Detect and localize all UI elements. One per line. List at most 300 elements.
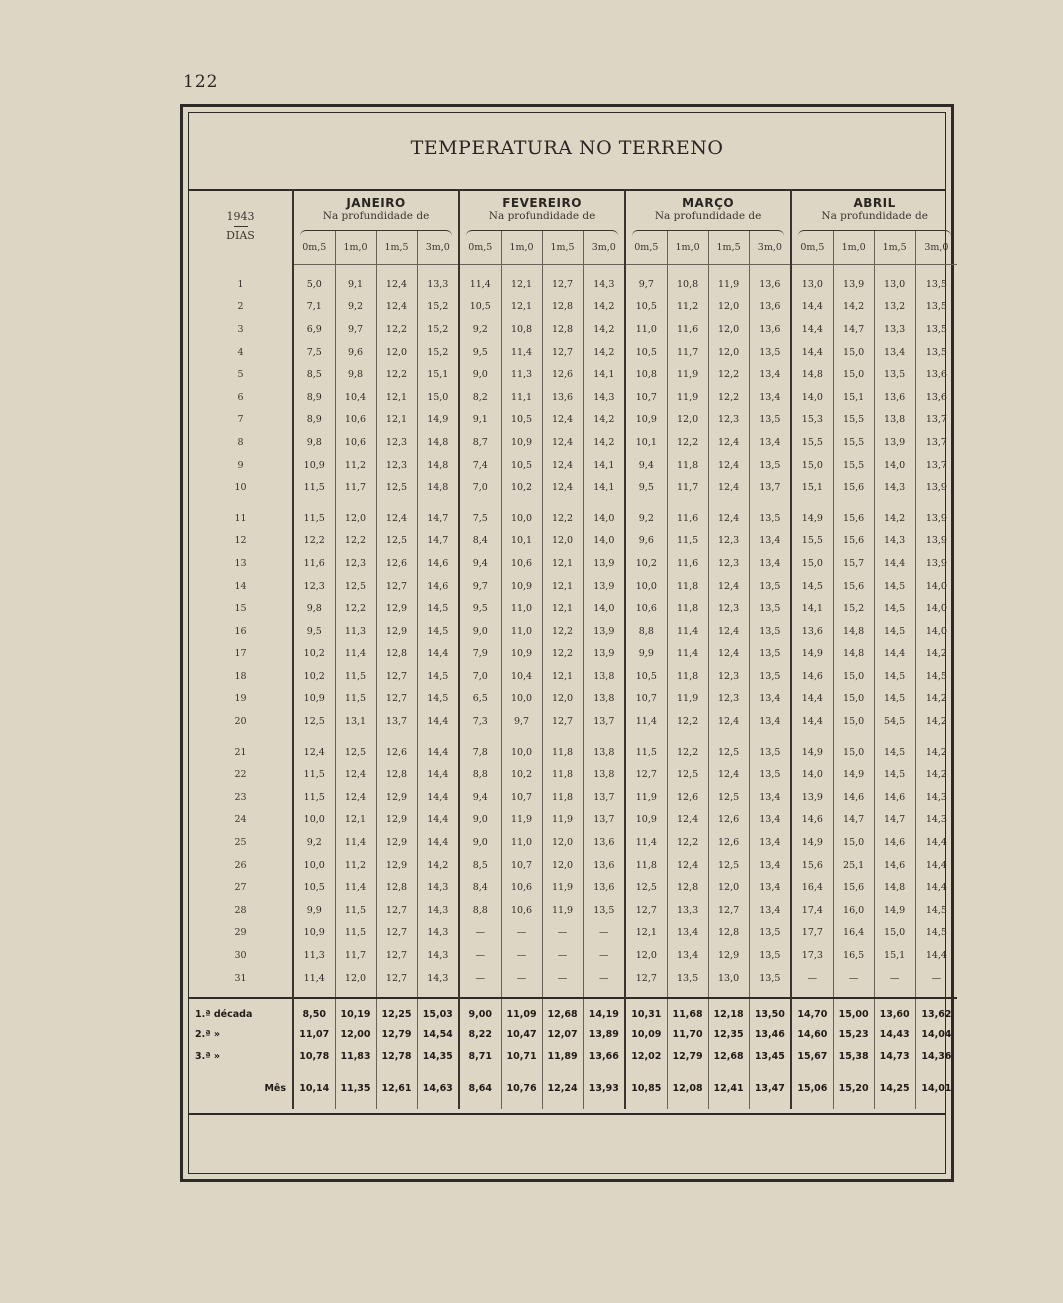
value-cell: 12,4	[667, 854, 708, 877]
value-cell: 12,2	[376, 318, 417, 341]
table-row	[189, 454, 957, 477]
value-cell: 12,3	[376, 454, 417, 477]
value-cell: 9,6	[625, 530, 667, 553]
value-cell: 11,9	[708, 273, 749, 296]
day-cell: 20	[234, 716, 247, 728]
dias-header	[189, 189, 293, 265]
value-cell: 15,0	[833, 710, 874, 733]
table-row	[189, 620, 957, 643]
value-cell: 16,0	[833, 899, 874, 922]
value-cell: 10,2	[293, 665, 335, 688]
day-cell: 29	[234, 927, 247, 939]
value-cell: 7,8	[459, 741, 501, 764]
value-cell: 11,5	[625, 741, 667, 764]
value-cell: 6,5	[459, 688, 501, 711]
value-cell: 12,7	[376, 575, 417, 598]
summary-value-cell: 14,54	[417, 1023, 459, 1045]
value-cell: 10,9	[501, 431, 542, 454]
value-cell: 14,4	[915, 944, 957, 967]
value-cell: —	[833, 967, 874, 990]
value-cell: 13,6	[915, 386, 957, 409]
value-cell: 9,2	[335, 296, 376, 319]
summary-value-cell: 14,35	[417, 1045, 459, 1067]
value-cell: 12,4	[708, 710, 749, 733]
value-cell: 14,0	[915, 620, 957, 643]
day-cell: 24	[234, 814, 247, 826]
summary-row	[189, 1045, 957, 1067]
value-cell: 11,4	[667, 620, 708, 643]
value-cell: 12,2	[293, 530, 335, 553]
value-cell: 14,5	[417, 620, 459, 643]
value-cell: 14,9	[417, 409, 459, 432]
value-cell: 12,7	[625, 899, 667, 922]
depth-header: 0m,5	[293, 230, 335, 265]
summary-value-cell: 11,35	[335, 1077, 376, 1099]
value-cell: 14,5	[915, 665, 957, 688]
summary-value-cell: 11,07	[293, 1023, 335, 1045]
summary-label: 3.ª »	[195, 1050, 221, 1062]
value-cell: 11,5	[293, 476, 335, 499]
value-cell: 12,7	[542, 273, 583, 296]
value-cell: 11,8	[667, 454, 708, 477]
value-cell: 12,5	[667, 763, 708, 786]
value-cell: 12,0	[708, 876, 749, 899]
value-cell: 15,5	[791, 530, 833, 553]
value-cell: 10,1	[625, 431, 667, 454]
day-cell: 5	[237, 369, 244, 381]
value-cell: 15,2	[417, 296, 459, 319]
summary-value-cell: 12,61	[376, 1077, 417, 1099]
table-row	[189, 507, 957, 530]
summary-label: 1.ª década	[189, 998, 293, 1023]
value-cell: 11,9	[667, 386, 708, 409]
value-cell: 13,7	[376, 710, 417, 733]
value-cell: 8,7	[459, 431, 501, 454]
depth-header: 3m,0	[583, 230, 625, 265]
value-cell: 13,0	[791, 273, 833, 296]
value-cell: 12,4	[708, 431, 749, 454]
value-cell: 14,6	[791, 665, 833, 688]
day-cell: 30	[234, 950, 247, 962]
value-cell: 13,7	[749, 476, 791, 499]
table-row	[189, 967, 957, 990]
value-cell: 10,6	[501, 552, 542, 575]
value-cell: 12,2	[667, 741, 708, 764]
value-cell: 14,4	[791, 318, 833, 341]
value-cell: 10,9	[501, 575, 542, 598]
day-cell: 23	[234, 791, 247, 803]
value-cell: 13,5	[749, 967, 791, 990]
value-cell: 13,7	[583, 809, 625, 832]
value-cell: 8,4	[459, 530, 501, 553]
table-row	[189, 476, 957, 499]
depth-header: 1m,5	[708, 230, 749, 265]
value-cell: 15,0	[833, 831, 874, 854]
value-cell: 8,8	[459, 763, 501, 786]
value-cell: 13,8	[874, 409, 915, 432]
day-cell: 9	[237, 459, 244, 471]
value-cell: 13,5	[749, 454, 791, 477]
day-cell: 11	[234, 512, 247, 524]
value-cell: 13,9	[915, 530, 957, 553]
value-cell: 11,8	[625, 854, 667, 877]
table-row	[189, 431, 957, 454]
summary-value-cell: 10,14	[293, 1077, 335, 1099]
value-cell: 13,8	[583, 763, 625, 786]
value-cell: 13,3	[874, 318, 915, 341]
value-cell: 11,0	[501, 597, 542, 620]
value-cell: 10,0	[293, 809, 335, 832]
value-cell: 13,5	[915, 341, 957, 364]
value-cell: 11,0	[501, 620, 542, 643]
value-cell: 14,5	[874, 688, 915, 711]
value-cell: 11,4	[501, 341, 542, 364]
depth-subtitle-marco: Na profundidade de	[625, 210, 791, 230]
value-cell: —	[501, 967, 542, 990]
value-cell: 11,4	[335, 643, 376, 666]
day-cell: 8	[237, 436, 244, 448]
value-cell: 14,1	[791, 597, 833, 620]
value-cell: 11,9	[625, 786, 667, 809]
value-cell: 12,1	[501, 296, 542, 319]
value-cell: 13,9	[915, 476, 957, 499]
value-cell: 11,4	[667, 643, 708, 666]
table-row	[189, 809, 957, 832]
summary-label: Mês	[264, 1082, 286, 1094]
value-cell: 12,2	[708, 386, 749, 409]
value-cell: 11,6	[293, 552, 335, 575]
table-row	[189, 786, 957, 809]
value-cell: 12,3	[708, 530, 749, 553]
value-cell: 12,4	[376, 296, 417, 319]
value-cell: 12,1	[335, 809, 376, 832]
value-cell: 14,9	[874, 899, 915, 922]
value-cell: 10,2	[501, 763, 542, 786]
value-cell: 12,3	[293, 575, 335, 598]
value-cell: 12,2	[667, 431, 708, 454]
summary-value-cell: 15,23	[833, 1023, 874, 1045]
value-cell: 15,5	[833, 431, 874, 454]
value-cell: 12,7	[376, 944, 417, 967]
value-cell: 12,0	[708, 296, 749, 319]
value-cell: 11,3	[335, 620, 376, 643]
value-cell: 12,3	[335, 552, 376, 575]
value-cell: 12,6	[376, 741, 417, 764]
value-cell: 12,5	[708, 786, 749, 809]
table-row	[189, 341, 957, 364]
summary-value-cell: 11,68	[667, 998, 708, 1023]
value-cell: 13,6	[583, 876, 625, 899]
value-cell: 14,4	[874, 643, 915, 666]
value-cell: 11,7	[335, 944, 376, 967]
value-cell: 13,4	[749, 854, 791, 877]
value-cell: 13,5	[749, 620, 791, 643]
value-cell: 7,0	[459, 476, 501, 499]
value-cell: 14,2	[915, 741, 957, 764]
value-cell: 14,8	[417, 476, 459, 499]
value-cell: 15,1	[874, 944, 915, 967]
value-cell: 13,5	[749, 944, 791, 967]
table-inner-frame	[188, 112, 952, 1174]
value-cell: 11,2	[335, 854, 376, 877]
table-row	[189, 741, 957, 764]
value-cell: 13,5	[749, 763, 791, 786]
value-cell: 13,4	[749, 831, 791, 854]
day-cell: 25	[234, 837, 247, 849]
value-cell: 9,0	[459, 363, 501, 386]
value-cell: 13,4	[749, 552, 791, 575]
depth-header: 3m,0	[749, 230, 791, 265]
value-cell: 13,5	[749, 575, 791, 598]
value-cell: 14,5	[874, 665, 915, 688]
value-cell: 13,5	[915, 296, 957, 319]
value-cell: 14,3	[417, 967, 459, 990]
value-cell: 15,0	[791, 454, 833, 477]
summary-value-cell: 13,45	[749, 1045, 791, 1067]
value-cell: 14,4	[417, 786, 459, 809]
value-cell: 11,6	[667, 552, 708, 575]
value-cell: 12,8	[542, 296, 583, 319]
day-cell: 17	[234, 648, 247, 660]
value-cell: 10,8	[667, 273, 708, 296]
value-cell: 14,7	[833, 809, 874, 832]
value-cell: 9,1	[335, 273, 376, 296]
value-cell: 11,9	[542, 809, 583, 832]
value-cell: 14,8	[874, 876, 915, 899]
summary-value-cell: 10,78	[293, 1045, 335, 1067]
value-cell: 14,1	[583, 363, 625, 386]
value-cell: 14,2	[915, 643, 957, 666]
daily-values	[189, 265, 957, 999]
summary-value-cell: 10,85	[625, 1077, 667, 1099]
summary-value-cell: 10,09	[625, 1023, 667, 1045]
summary-value-cell: 15,20	[833, 1077, 874, 1099]
value-cell: 15,2	[833, 597, 874, 620]
table-row	[189, 688, 957, 711]
summary-row	[189, 998, 957, 1023]
value-cell: 14,2	[583, 431, 625, 454]
value-cell: 12,2	[376, 363, 417, 386]
value-cell: 11,3	[501, 363, 542, 386]
value-cell: 12,9	[376, 620, 417, 643]
day-cell: 18	[234, 670, 247, 682]
table-row	[189, 296, 957, 319]
value-cell: 14,4	[417, 809, 459, 832]
summary-value-cell: 14,70	[791, 998, 833, 1023]
summary-value-cell: 10,19	[335, 998, 376, 1023]
depth-header: 1m,5	[542, 230, 583, 265]
depth-header: 1m,0	[501, 230, 542, 265]
table-row	[189, 831, 957, 854]
table-row	[189, 854, 957, 877]
value-cell: 13,6	[874, 386, 915, 409]
value-cell: 10,4	[335, 386, 376, 409]
value-cell: 10,5	[501, 409, 542, 432]
page-number: 122	[183, 72, 219, 92]
value-cell: 12,0	[335, 967, 376, 990]
value-cell: 14,6	[833, 786, 874, 809]
value-cell: 12,4	[708, 643, 749, 666]
value-cell: 12,7	[542, 341, 583, 364]
summary-value-cell: 11,09	[501, 998, 542, 1023]
value-cell: 13,5	[749, 341, 791, 364]
value-cell: 17,3	[791, 944, 833, 967]
day-cell: 28	[234, 904, 247, 916]
value-cell: 13,4	[749, 386, 791, 409]
value-cell: 13,9	[915, 552, 957, 575]
value-cell: 13,4	[749, 876, 791, 899]
value-cell: 12,4	[335, 786, 376, 809]
value-cell: 14,9	[791, 643, 833, 666]
depth-header: 1m,0	[667, 230, 708, 265]
depth-header: 1m,5	[376, 230, 417, 265]
value-cell: 13,5	[749, 507, 791, 530]
value-cell: 16,4	[791, 876, 833, 899]
value-cell: 14,4	[417, 643, 459, 666]
value-cell: 7,1	[293, 296, 335, 319]
day-cell: 12	[234, 535, 247, 547]
summary-value-cell: 8,64	[459, 1077, 501, 1099]
table-title: TEMPERATURA NO TERRENO	[410, 137, 724, 159]
depth-header: 0m,5	[625, 230, 667, 265]
value-cell: 10,5	[625, 341, 667, 364]
value-cell: 10,2	[625, 552, 667, 575]
summary-value-cell: 14,43	[874, 1023, 915, 1045]
value-cell: 13,5	[915, 273, 957, 296]
value-cell: 9,1	[459, 409, 501, 432]
value-cell: 12,4	[708, 575, 749, 598]
summary-row	[189, 1077, 957, 1099]
value-cell: 14,3	[583, 386, 625, 409]
value-cell: 14,4	[417, 831, 459, 854]
value-cell: 9,9	[625, 643, 667, 666]
value-cell: 14,0	[874, 454, 915, 477]
value-cell: 14,4	[417, 741, 459, 764]
value-cell: 12,9	[376, 854, 417, 877]
value-cell: 15,6	[833, 530, 874, 553]
value-cell: 7,3	[459, 710, 501, 733]
table-row	[189, 318, 957, 341]
value-cell: 12,2	[335, 597, 376, 620]
summary-value-cell: 15,06	[791, 1077, 833, 1099]
value-cell: 15,0	[833, 341, 874, 364]
value-cell: 14,0	[791, 386, 833, 409]
value-cell: 14,4	[915, 854, 957, 877]
bottom-band	[189, 1113, 945, 1115]
summary-value-cell: 12,79	[376, 1023, 417, 1045]
value-cell: —	[501, 944, 542, 967]
summary-value-cell: 14,19	[583, 998, 625, 1023]
value-cell: 14,0	[915, 575, 957, 598]
value-cell: 14,8	[791, 363, 833, 386]
table-row	[189, 922, 957, 945]
value-cell: 13,5	[583, 899, 625, 922]
summary-value-cell: 11,89	[542, 1045, 583, 1067]
value-cell: —	[583, 944, 625, 967]
value-cell: 13,4	[749, 710, 791, 733]
value-cell: 14,8	[417, 431, 459, 454]
value-cell: 12,3	[708, 409, 749, 432]
value-cell: 11,4	[335, 876, 376, 899]
value-cell: 11,9	[667, 363, 708, 386]
value-cell: 13,1	[335, 710, 376, 733]
summary-values	[189, 998, 957, 1109]
summary-value-cell: 12,78	[376, 1045, 417, 1067]
summary-value-cell: 14,25	[874, 1077, 915, 1099]
value-cell: 12,9	[376, 831, 417, 854]
value-cell: 7,4	[459, 454, 501, 477]
value-cell: 15,1	[833, 386, 874, 409]
value-cell: 11,5	[293, 507, 335, 530]
summary-value-cell: 14,73	[874, 1045, 915, 1067]
value-cell: 12,2	[542, 620, 583, 643]
value-cell: 12,7	[376, 922, 417, 945]
value-cell: 13,7	[583, 710, 625, 733]
value-cell: 13,5	[667, 967, 708, 990]
value-cell: 13,0	[708, 967, 749, 990]
summary-value-cell: 12,25	[376, 998, 417, 1023]
summary-value-cell: 12,07	[542, 1023, 583, 1045]
value-cell: 11,7	[667, 476, 708, 499]
value-cell: 12,7	[708, 899, 749, 922]
value-cell: 10,7	[501, 786, 542, 809]
value-cell: 10,6	[501, 899, 542, 922]
value-cell: 12,4	[542, 476, 583, 499]
value-cell: 9,7	[625, 273, 667, 296]
value-cell: 9,0	[459, 620, 501, 643]
value-cell: 12,8	[708, 922, 749, 945]
value-cell: 12,9	[708, 944, 749, 967]
value-cell: 12,4	[542, 409, 583, 432]
value-cell: 13,4	[749, 431, 791, 454]
value-cell: 15,0	[833, 665, 874, 688]
value-cell: 14,5	[417, 597, 459, 620]
day-cell: 26	[234, 859, 247, 871]
value-cell: 9,0	[459, 809, 501, 832]
value-cell: 12,0	[542, 854, 583, 877]
value-cell: 15,0	[874, 922, 915, 945]
table-row	[189, 363, 957, 386]
value-cell: 11,7	[667, 341, 708, 364]
value-cell: 14,6	[874, 831, 915, 854]
value-cell: 9,2	[293, 831, 335, 854]
value-cell: 15,3	[791, 409, 833, 432]
value-cell: 13,4	[749, 786, 791, 809]
value-cell: —	[791, 967, 833, 990]
value-cell: 11,4	[459, 273, 501, 296]
value-cell: 12,6	[376, 552, 417, 575]
value-cell: —	[542, 967, 583, 990]
value-cell: 12,6	[708, 809, 749, 832]
value-cell: 11,3	[293, 944, 335, 967]
value-cell: 13,7	[915, 454, 957, 477]
value-cell: 12,7	[376, 665, 417, 688]
value-cell: 11,5	[293, 763, 335, 786]
value-cell: 12,4	[708, 620, 749, 643]
value-cell: 9,0	[459, 831, 501, 854]
value-cell: 15,1	[791, 476, 833, 499]
value-cell: 13,3	[667, 899, 708, 922]
depth-header: 1m,0	[833, 230, 874, 265]
year-label: 1943	[226, 210, 255, 224]
value-cell: 12,1	[376, 386, 417, 409]
value-cell: 10,9	[625, 409, 667, 432]
value-cell: 12,9	[376, 597, 417, 620]
value-cell: 12,6	[542, 363, 583, 386]
value-cell: —	[459, 922, 501, 945]
value-cell: 13,9	[583, 552, 625, 575]
summary-value-cell: 15,00	[833, 998, 874, 1023]
